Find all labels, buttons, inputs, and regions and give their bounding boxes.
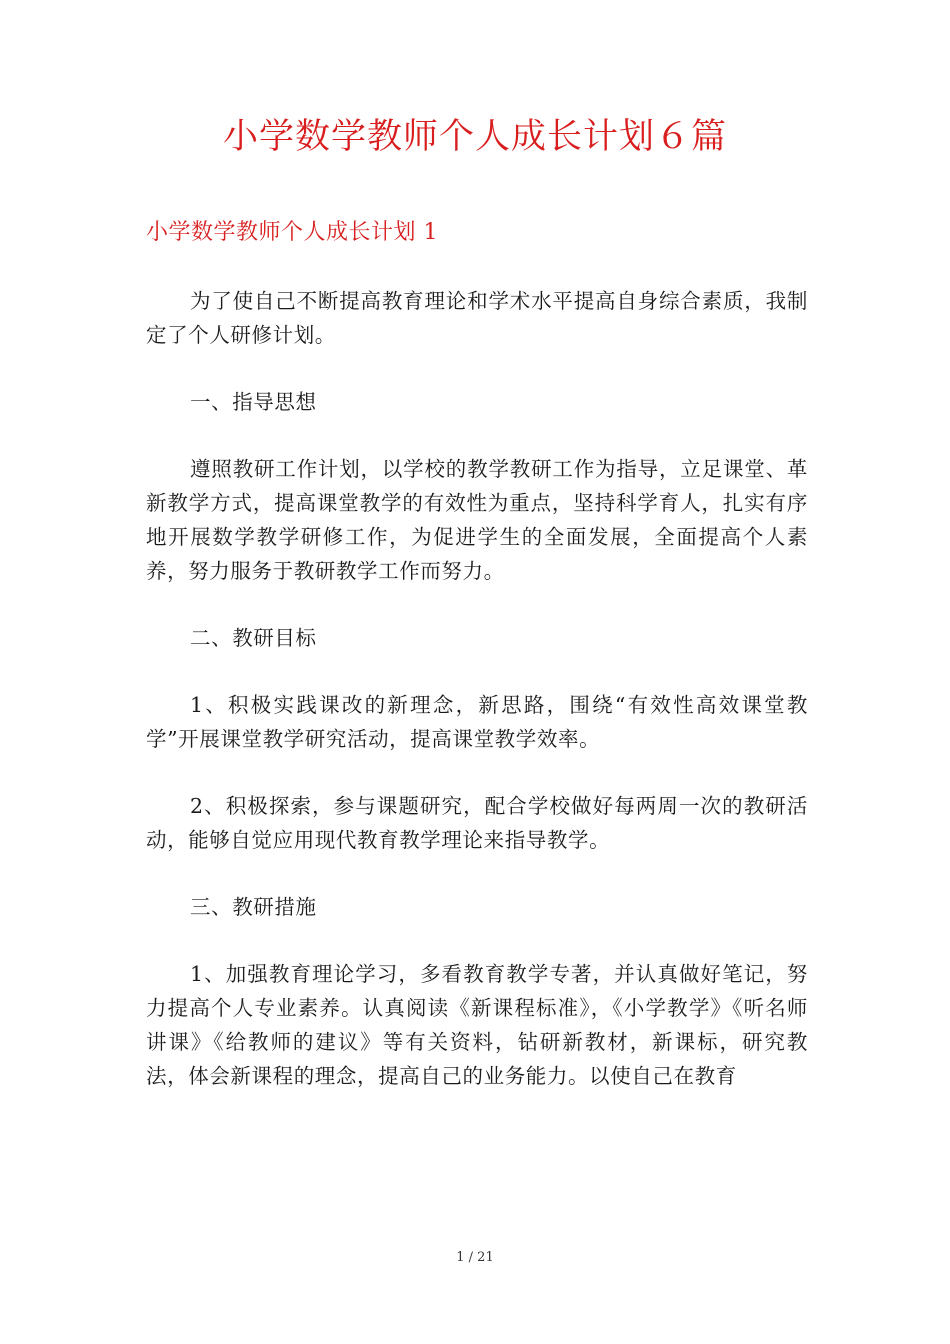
section-title: 小学数学教师个人成长计划 1 [146, 220, 438, 245]
body-paragraph: 1、加强教育理论学习，多看教育教学专著，并认真做好笔记，努力提高个人专业素养。认真阅读《新课程标准》，《小学教学》《听名师讲课》《给教师的建议》等有关资料，钻研新教材，新课标，研究教法，体会新课程的理念，提高自己的业务能力。以使自己在教育 [146, 962, 808, 1088]
body-paragraph: 2、积极探索，参与课题研究，配合学校做好每两周一次的教研活动，能够自觉应用现代教育教学理论来指导教学。 [146, 794, 808, 852]
heading-research-goals: 二、教研目标 [190, 626, 317, 650]
heading-research-measures: 三、教研措施 [190, 895, 317, 919]
document-title: 小学数学教师个人成长计划６篇 [222, 117, 727, 157]
body-paragraph: 1、积极实践课改的新理念，新思路，围绕“有效性高效课堂教学”开展课堂教学研究活动，提高课堂教学效率。 [146, 693, 808, 751]
body-paragraph: 遵照教研工作计划，以学校的教学教研工作为指导，立足课堂、革新教学方式，提高课堂教学的有效性为重点，坚持科学育人，扎实有序地开展数学教学研修工作，为促进学生的全面发展，全面提高个人素养，努力服务于教研教学工作而努力。 [146, 457, 808, 583]
heading-guiding-thought: 一、指导思想 [190, 390, 317, 414]
body-paragraph: 为了使自己不断提高教育理论和学术水平提高自身综合素质，我制定了个人研修计划。 [146, 289, 808, 347]
document-body [146, 284, 808, 1126]
page-number: 1 / 21 [456, 1250, 494, 1265]
